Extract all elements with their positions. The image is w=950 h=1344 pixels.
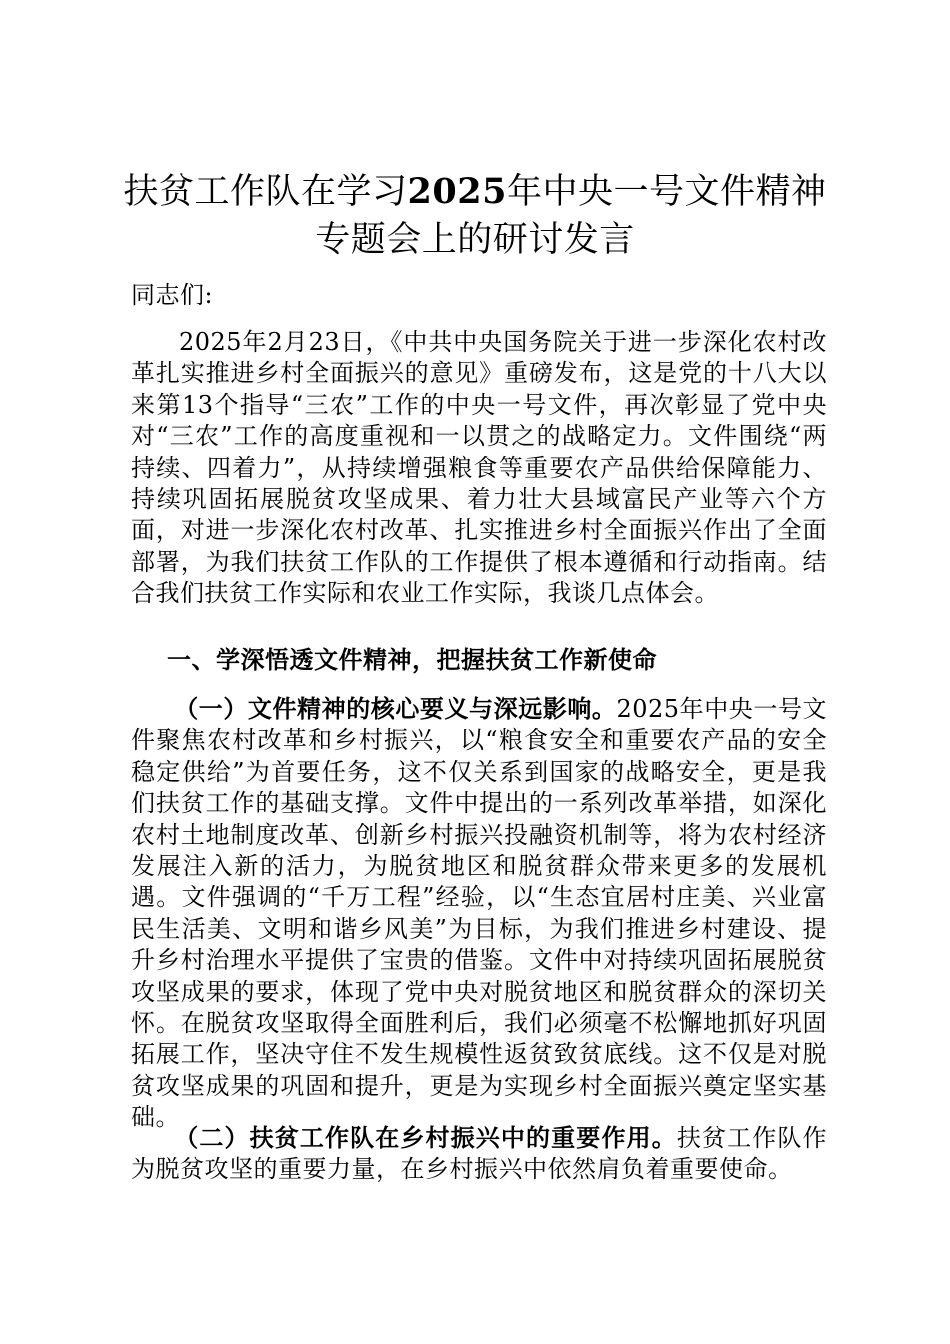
title-text-pre: 扶贫工作队在学习	[123, 172, 408, 212]
subsection-heading-2: （二）扶贫工作队在乡村振兴中的重要作用。	[174, 1123, 677, 1152]
title-line-1	[120, 168, 830, 216]
title-line-2: 专题会上的研讨发言	[315, 220, 635, 260]
intro-paragraph: 2025年2月23日，《中共中央国务院关于进一步深化农村改革扎实推进乡村全面振兴的意见》重磅发布，这是党的十八大以来第13个指导“三农”工作的中央一号文件，再次彰显了党中央对“三农”工作的高度重视和一以贯之的战略定力。文件围绕“两持续、四着力”，从持续增强粮食等重要农产品供给保障能力、持续巩固拓展脱贫攻坚成果、着力壮大县域富民产业等六个方面，对进一步深化农村改革、扎实推进乡村全面振兴作出了全面部署，为我们扶贫工作队的工作提供了根本遵循和行动指南。结合我们扶贫工作实际和农业工作实际，我谈几点体会。	[131, 328, 827, 608]
salutation: 同志们:	[131, 281, 214, 309]
subsection-heading-1: （一）文件精神的核心要义与深远影响。	[174, 694, 617, 723]
title-year: 2025	[407, 171, 507, 212]
document-title	[120, 168, 830, 264]
subsection-body-1: 2025年中央一号文件聚焦农村改革和乡村振兴，以“粮食安全和重要农产品的安全稳定供给”为首要任务，这不仅关系到国家的战略安全，更是我们扶贫工作的基础支撑。文件中提出的一系列改革举措，如深化农村土地制度改革、创新乡村振兴投融资机制等，将为农村经济发展注入新的活力，为脱贫地区和脱贫群众带来更多的发展机遇。文件强调的“千万工程”经验，以“生态宜居村庄美、兴业富民生活美、文明和谐乡风美”为目标，为我们推进乡村建设、提升乡村治理水平提供了宝贵的借鉴。文件中对持续巩固拓展脱贫攻坚成果的要求，体现了党中央对脱贫地区和脱贫群众的深切关怀。在脱贫攻坚取得全面胜利后，我们必须毫不松懈地抓好巩固拓展工作，坚决守住不发生规模性返贫致贫底线。这不仅是对脱贫攻坚成果的巩固和提升，更是为实现乡村全面振兴奠定坚实基础。	[131, 695, 828, 1132]
section-heading-1: 一、学深悟透文件精神，把握扶贫工作新使命	[167, 645, 657, 674]
subsection-paragraph-2	[131, 1122, 827, 1186]
subsection-paragraph-1	[131, 693, 827, 1134]
subsection-body-2: 扶贫工作队作为脱贫攻坚的重要力量，在乡村振兴中依然肩负着重要使命。	[131, 1124, 828, 1184]
title-text-post: 年中央一号文件精神	[506, 172, 827, 212]
